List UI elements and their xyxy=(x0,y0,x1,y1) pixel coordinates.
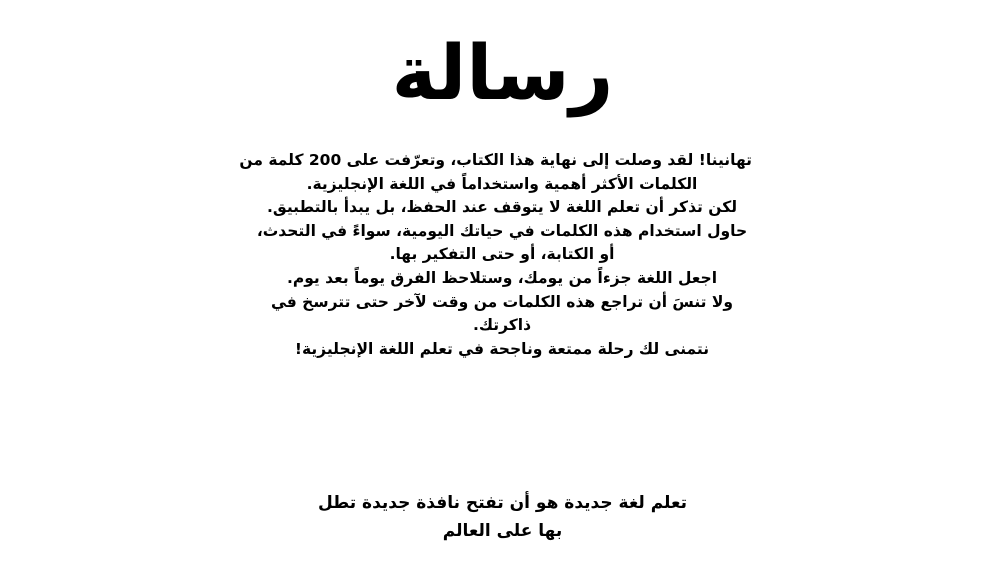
body-line-4: حاول استخدام هذه الكلمات في حياتك اليومية، سواءً في التحدث، xyxy=(256,221,748,240)
message-body xyxy=(239,149,752,361)
body-line-1: تهانينا! لقد وصلت إلى نهاية هذا الكتاب، وتعرّفت على 200 كلمة من xyxy=(239,151,752,169)
body-line-8: ذاكرتك. xyxy=(472,316,532,335)
quote-line-2: بها على العالم xyxy=(442,521,563,541)
body-line-6: اجعل اللغة جزءاً من يومك، وستلاحظ الفرق يوماً بعد يوم. xyxy=(286,268,718,287)
body-line-7: ولا تنسَ أن تراجع هذه الكلمات من وقت لآخر حتى تترسخ في xyxy=(270,292,734,311)
body-line-2: الكلمات الأكثر أهمية واستخداماً في اللغة الإنجليزية. xyxy=(306,174,698,193)
body-line-3: لكن تذكر أن تعلم اللغة لا يتوقف عند الحفظ، بل يبدأ بالتطبيق. xyxy=(266,198,738,217)
body-line-9: نتمنى لك رحلة ممتعة وناجحة في تعلم اللغة الإنجليزية! xyxy=(294,339,710,358)
page-title: رسالة xyxy=(391,28,614,117)
closing-quote xyxy=(0,489,1005,545)
quote-line-1: تعلم لغة جديدة هو أن تفتح نافذة جديدة تطل xyxy=(318,493,687,513)
body-line-5: أو الكتابة، أو حتى التفكير بها. xyxy=(389,245,615,264)
